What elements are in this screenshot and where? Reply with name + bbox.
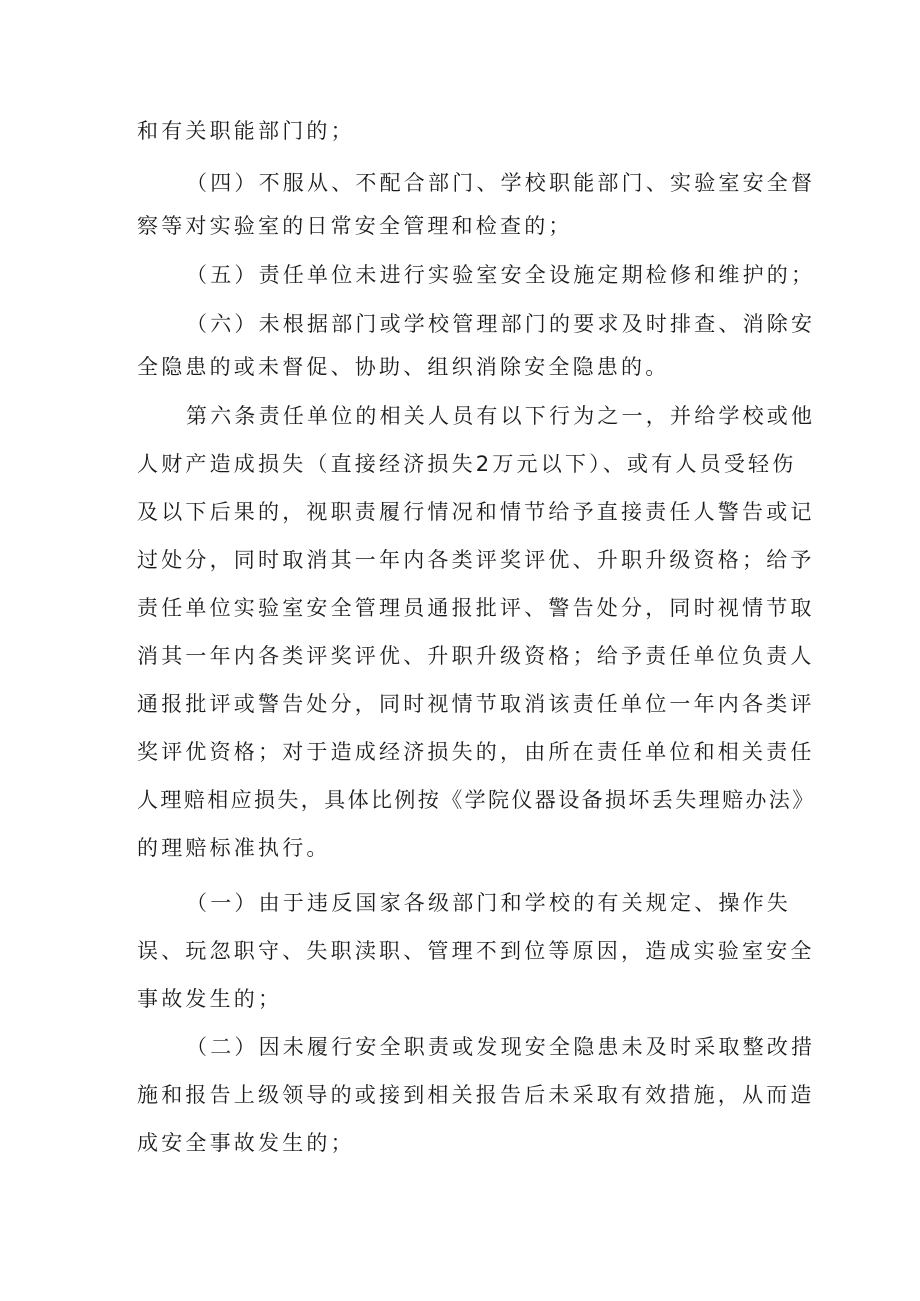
article-six-line-8: 奖评优资格；对于造成经济损失的，由所在责任单位和相关责任 bbox=[137, 740, 815, 764]
item-four-line-2: 察等对实验室的日常安全管理和检查的； bbox=[137, 214, 573, 238]
article-six-line-2: 人财产造成损失（直接经济损失2万元以下）、或有人员受轻伤 bbox=[137, 452, 797, 476]
item-six-line-2: 全隐患的或未督促、协助、组织消除安全隐患的。 bbox=[137, 355, 670, 379]
sub-item-two-line-3: 成安全事故发生的； bbox=[137, 1131, 355, 1155]
article-six-line-1: 第六条责任单位的相关人员有以下行为之一，并给学校或他 bbox=[186, 404, 816, 428]
sub-item-two-line-2: 施和报告上级领导的或接到相关报告后未采取有效措施，从而造 bbox=[137, 1083, 815, 1107]
item-six-line-1: （六）未根据部门或学校管理部门的要求及时排查、消除安 bbox=[186, 312, 816, 336]
article-six-line-6: 消其一年内各类评奖评优、升职升级资格；给予责任单位负责人 bbox=[137, 644, 815, 668]
article-six-line-10: 的理赔标准执行。 bbox=[137, 836, 331, 860]
article-six-line-7: 通报批评或警告处分，同时视情节取消该责任单位一年内各类评 bbox=[137, 692, 815, 716]
text-line: 和有关职能部门的； bbox=[137, 119, 355, 143]
sub-item-one-line-2: 误、玩忽职守、失职渎职、管理不到位等原因，造成实验室安全 bbox=[137, 939, 815, 963]
item-five-line: （五）责任单位未进行实验室安全设施定期检修和维护的； bbox=[186, 263, 816, 287]
article-six-line-9: 人理赔相应损失，具体比例按《学院仪器设备损坏丢失理赔办法》 bbox=[137, 788, 816, 812]
article-six-line-5: 责任单位实验室安全管理员通报批评、警告处分，同时视情节取 bbox=[137, 596, 815, 620]
item-four-line-1: （四）不服从、不配合部门、学校职能部门、实验室安全督 bbox=[186, 171, 816, 195]
sub-item-one-line-1: （一）由于违反国家各级部门和学校的有关规定、操作失 bbox=[186, 891, 791, 915]
sub-item-two-line-1: （二）因未履行安全职责或发现安全隐患未及时采取整改措 bbox=[186, 1035, 816, 1059]
sub-item-one-line-3: 事故发生的； bbox=[137, 987, 283, 1011]
article-six-line-4: 过处分，同时取消其一年内各类评奖评优、升职升级资格；给予 bbox=[137, 548, 815, 572]
article-six-line-3: 及以下后果的，视职责履行情况和情节给予直接责任人警告或记 bbox=[137, 500, 815, 524]
